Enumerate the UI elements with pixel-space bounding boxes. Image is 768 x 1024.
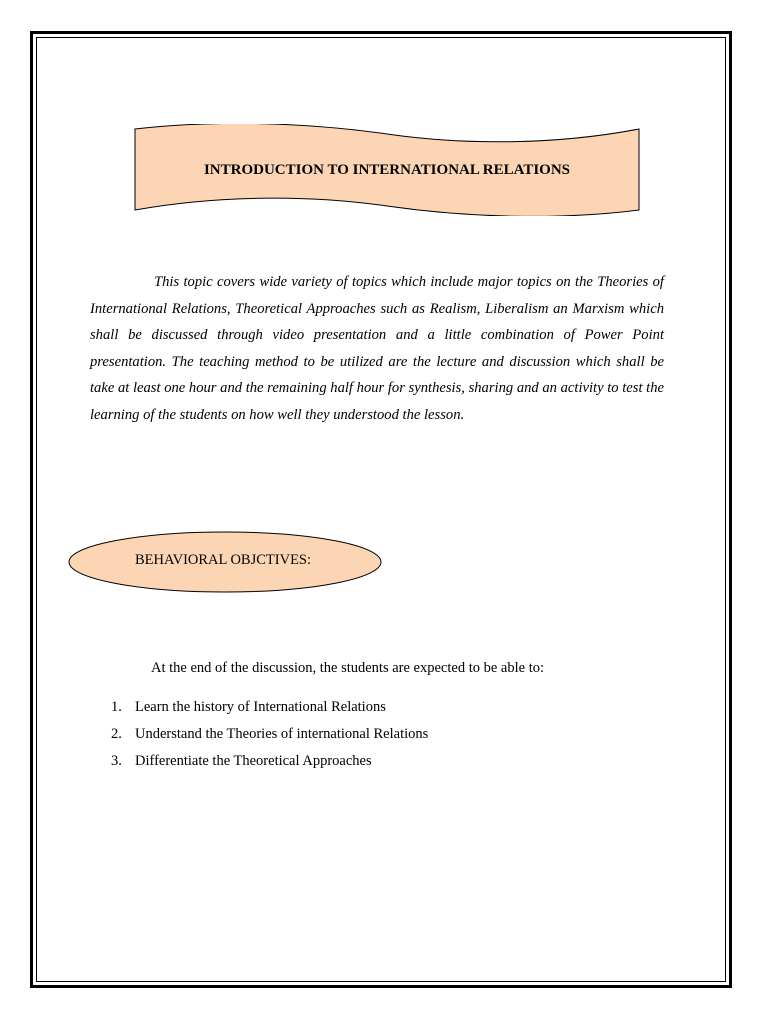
- page-title: INTRODUCTION TO INTERNATIONAL RELATIONS: [203, 161, 571, 178]
- list-item: [111, 698, 428, 725]
- intro-paragraph: This topic covers wide variety of topics which include major topics on the Theories of International Relations, Theoretical Approaches such as Realism, Liberalism an Marxism which shall be discussed through video presentation and a little combination of Power Point presentation. The teaching method to be utilized are the lecture and discussion which shall be take at least one hour and the remaining half hour for synthesis, sharing and an activity to test the learning of the students on how well they understood the lesson.: [90, 274, 664, 423]
- list-item: [111, 725, 428, 752]
- list-item-text: Understand the Theories of international Relations: [135, 726, 429, 742]
- list-item: [111, 752, 428, 779]
- objectives-list: [111, 698, 428, 779]
- objectives-heading: BEHAVIORAL OBJCTIVES:: [135, 552, 312, 568]
- objectives-lead: At the end of the discussion, the students are expected to be able to:: [151, 660, 545, 676]
- list-item-number: 2.: [111, 726, 122, 742]
- list-item-text: Differentiate the Theoretical Approaches: [135, 753, 372, 769]
- list-item-number: 3.: [111, 753, 122, 769]
- list-item-number: 1.: [111, 699, 122, 715]
- list-item-text: Learn the history of International Relations: [135, 699, 386, 715]
- title-banner: [133, 124, 641, 216]
